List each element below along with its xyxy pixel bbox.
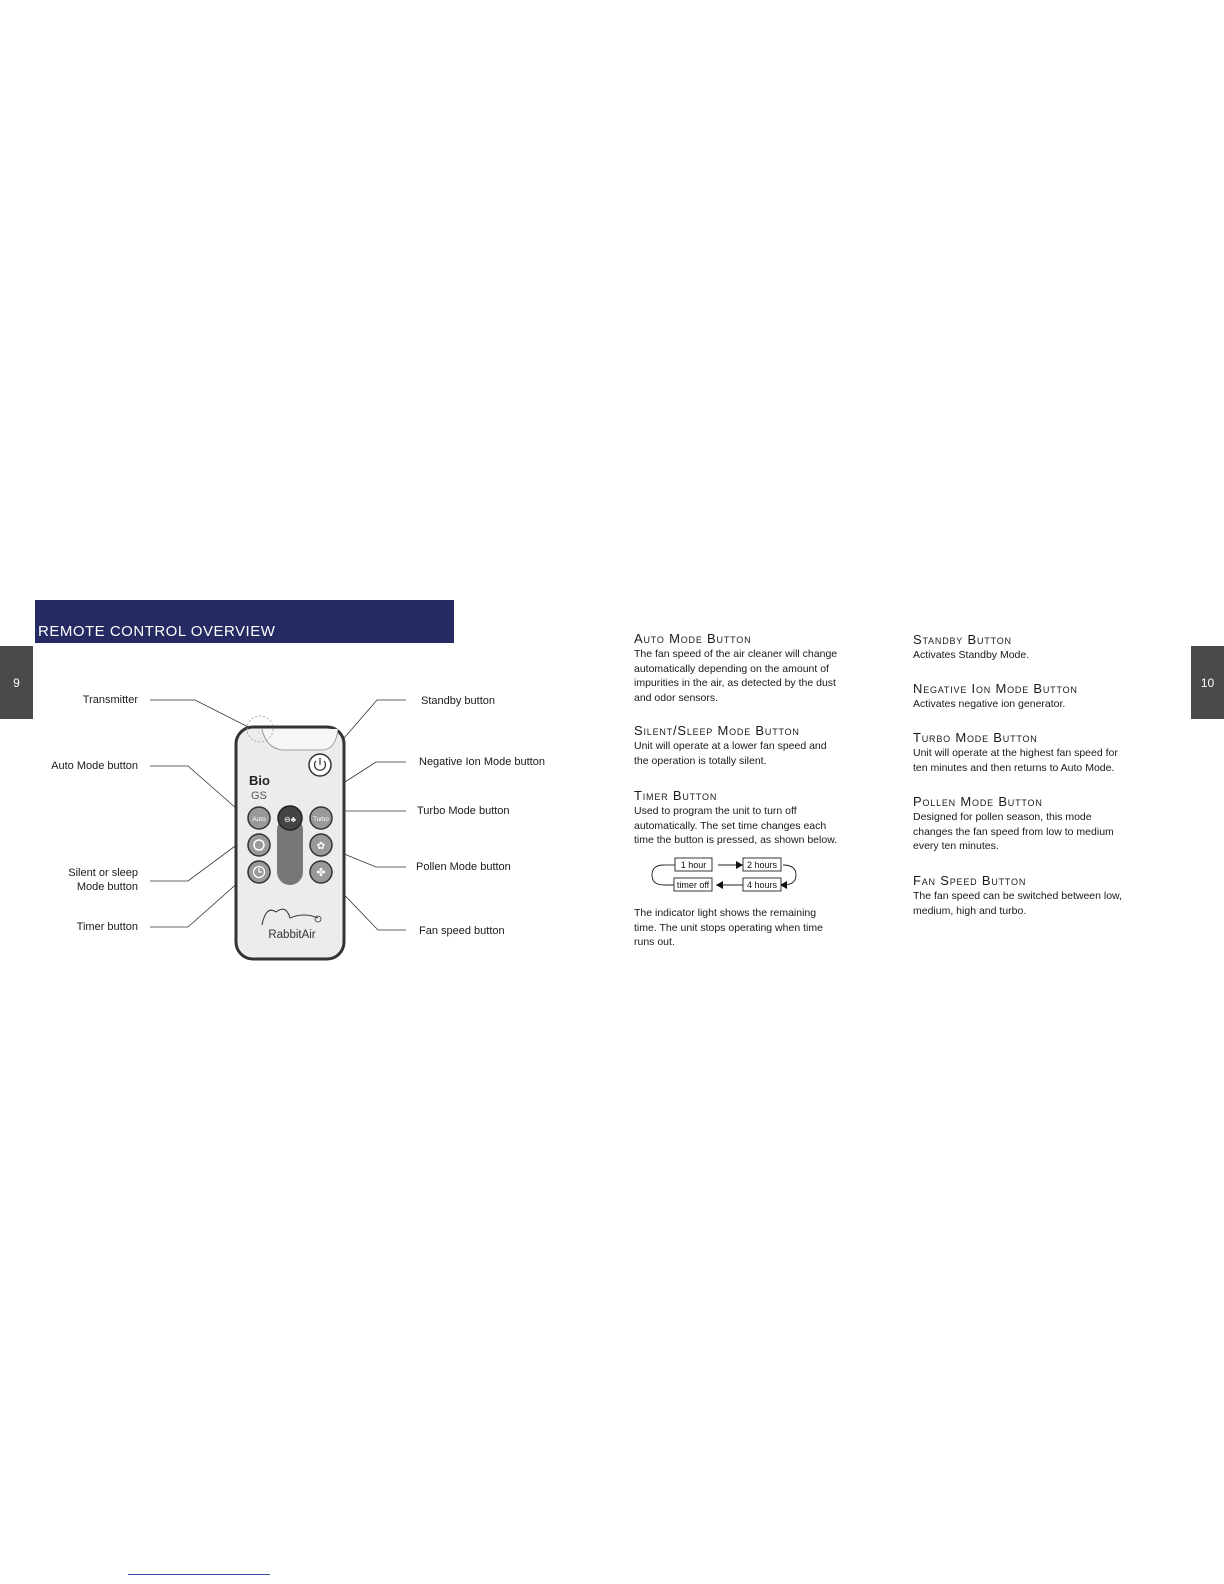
timer-line-1: Used to program the unit to turn off [634, 805, 797, 817]
pollen-title: Pollen Mode Button [913, 794, 1043, 809]
page-number-left-label: 9 [13, 675, 20, 690]
timer-note [634, 906, 884, 950]
silent-sleep-line-2: the operation is totally silent. [634, 754, 767, 767]
auto-mode-line-3: impurities in the air, as detected by the dust [634, 677, 836, 689]
fan-speed-title: Fan Speed Button [913, 873, 1027, 888]
pollen-icon: ✿ [316, 841, 326, 852]
callout-auto-mode: Auto Mode button [51, 760, 138, 772]
brand-gs: GS [251, 790, 267, 802]
callout-turbo: Turbo Mode button [417, 805, 510, 817]
auto-mode-line-1: The fan speed of the air cleaner will change [634, 648, 838, 660]
callout-fan-speed: Fan speed button [419, 925, 505, 937]
auto-mode-line-2: automatically depending on the amount of [634, 662, 829, 675]
section-silent-sleep [634, 723, 884, 768]
page-number-right-label: 10 [1200, 675, 1215, 690]
silent-sleep-line-1: Unit will operate at a lower fan speed and [634, 740, 827, 752]
section-fan-speed [913, 873, 1173, 918]
turbo-mode-button[interactable] [310, 807, 332, 829]
brand-bio: Bio [249, 773, 270, 788]
callout-transmitter: Transmitter [82, 694, 138, 706]
silent-sleep-title: Silent/Sleep Mode Button [634, 723, 800, 738]
auto-mode-title: Auto Mode Button [634, 631, 752, 646]
negative-ion-title: Negative Ion Mode Button [913, 681, 1078, 696]
callout-pollen: Pollen Mode button [416, 861, 511, 873]
callout-negative-ion: Negative Ion Mode button [419, 756, 545, 768]
timer-title: Timer Button [634, 788, 718, 803]
pollen-body [913, 810, 1173, 854]
fan-icon: ✤ [316, 867, 326, 879]
callout-timer: Timer button [76, 921, 138, 933]
auto-button-label: Auto [252, 816, 266, 823]
brand-rabbitair: RabbitAir [268, 929, 316, 941]
fan-speed-line-1: The fan speed can be switched between low, [913, 890, 1122, 902]
timer-note-line-1: The indicator light shows the remaining [634, 907, 817, 919]
callout-silent-line1: Silent or sleep [68, 867, 138, 879]
callout-silent-sleep [30, 866, 138, 894]
section-timer [634, 788, 884, 848]
timer-cycle-diagram [650, 852, 820, 900]
silent-sleep-body [634, 739, 884, 768]
turbo-line-2: ten minutes and then returns to Auto Mode. [913, 761, 1115, 774]
ion-icon: ⊖♣ [284, 815, 296, 824]
leader-transmitter [150, 700, 258, 732]
timer-step-off-label: timer off [676, 880, 710, 890]
timer-step-2-hours-label: 2 hours [746, 860, 778, 870]
standby-line-1: Activates Standby Mode. [913, 649, 1030, 661]
silent-sleep-button[interactable] [248, 834, 270, 856]
callout-standby: Standby button [421, 695, 496, 707]
timer-line-3: time the button is pressed, as shown below. [634, 834, 838, 846]
pollen-line-1: Designed for pollen season, this mode [913, 811, 1092, 823]
fan-speed-body [913, 889, 1173, 918]
standby-body [913, 648, 1173, 663]
auto-mode-button[interactable] [248, 807, 270, 829]
negative-ion-button[interactable] [278, 806, 302, 830]
turbo-body [913, 746, 1173, 775]
section-standby [913, 632, 1173, 663]
section-negative-ion [913, 681, 1173, 712]
bottom-rule [128, 1574, 270, 1575]
auto-mode-body [634, 647, 884, 705]
section-title: REMOTE CONTROL OVERVIEW [38, 623, 276, 640]
timer-line-2: automatically. The set time changes each [634, 819, 827, 832]
timer-note-line-3: runs out. [634, 936, 675, 948]
page-number-right [1191, 646, 1224, 719]
timer-button[interactable] [248, 861, 270, 883]
turbo-title: Turbo Mode Button [913, 730, 1038, 745]
standby-title: Standby Button [913, 632, 1012, 647]
negative-ion-line-1: Activates negative ion generator. [913, 698, 1066, 710]
timer-step-4-hours-label: 4 hours [746, 880, 778, 890]
fan-speed-button[interactable] [310, 861, 332, 883]
callout-silent-line2: Mode button [76, 881, 138, 893]
timer-body [634, 804, 884, 848]
pollen-mode-button[interactable] [310, 834, 332, 856]
remote-control-illustration [0, 0, 620, 980]
auto-mode-line-4: and odor sensors. [634, 691, 719, 704]
timer-step-1-hour-label: 1 hour [680, 860, 707, 870]
negative-ion-body [913, 697, 1173, 712]
timer-note-line-2: time. The unit stops operating when time [634, 921, 823, 934]
pollen-line-3: every ten minutes. [913, 840, 999, 852]
standby-button[interactable] [309, 754, 331, 776]
turbo-line-1: Unit will operate at the highest fan speed for [913, 747, 1118, 759]
section-pollen [913, 794, 1173, 854]
fan-speed-line-2: medium, high and turbo. [913, 904, 1027, 917]
turbo-button-label: Turbo [313, 817, 329, 823]
pollen-line-2: changes the fan speed from low to medium [913, 825, 1114, 838]
section-auto-mode [634, 631, 884, 705]
section-turbo [913, 730, 1173, 775]
transmitter-window [262, 729, 338, 750]
